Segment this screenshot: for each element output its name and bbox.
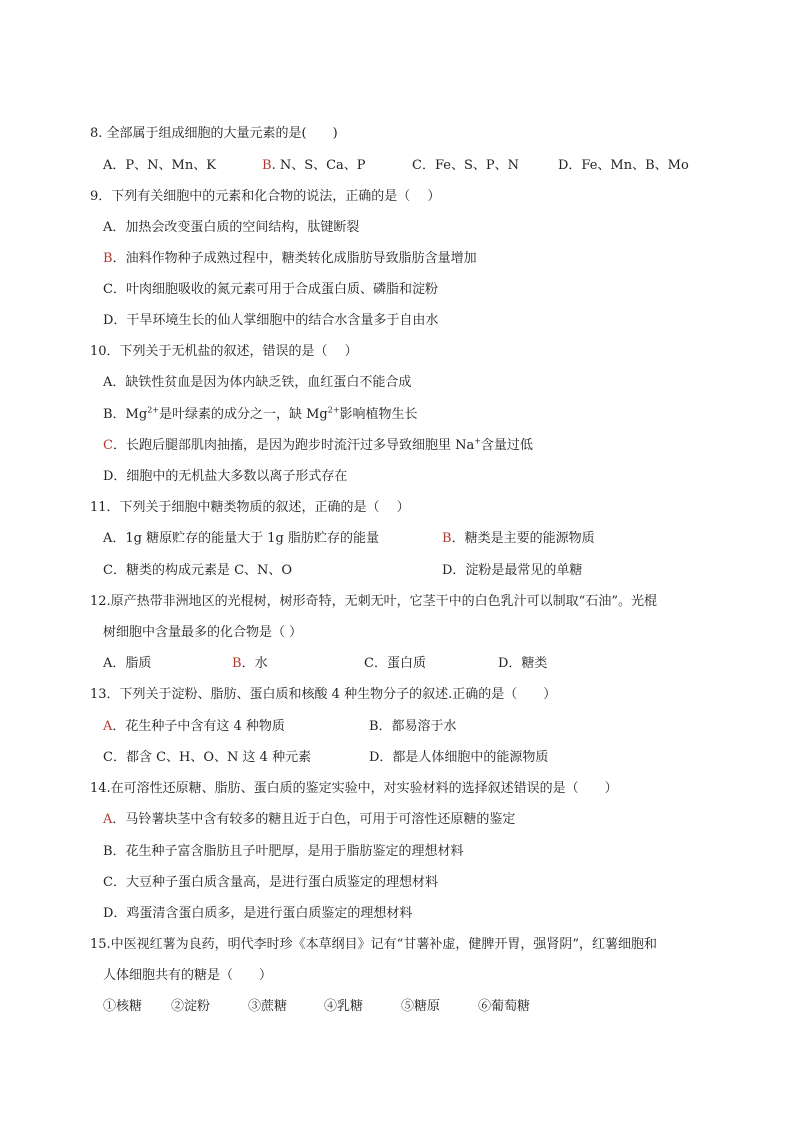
question-9-option-d: D．干旱环境生长的仙人掌细胞中的结合水含量多于自由水 bbox=[103, 313, 439, 328]
option-text: B．Mg bbox=[103, 407, 148, 422]
question-11-option-c: C．糖类的构成元素是 C、N、O bbox=[103, 563, 293, 578]
question-8-option-b bbox=[262, 157, 366, 175]
question-11-stem: 11．下列关于细胞中糖类物质的叙述，正确的是（ ） bbox=[90, 500, 410, 515]
question-9-stem: 9．下列有关细胞中的元素和化合物的说法，正确的是（ ） bbox=[90, 189, 441, 204]
option-text: ．糖类是主要的能源物质 bbox=[451, 531, 595, 546]
question-10-stem: 10．下列关于无机盐的叙述，错误的是（ ） bbox=[90, 344, 358, 359]
option-text: ．长跑后腿部肌肉抽搐，是因为跑步时流汗过多导致细胞里 Na bbox=[112, 438, 475, 453]
option-letter: B bbox=[442, 531, 452, 546]
question-12-stem-continued: 树细胞中含量最多的化合物是（ ） bbox=[103, 625, 303, 640]
option-letter: A bbox=[103, 719, 113, 734]
question-15-stem: 15.中医视红薯为良药，明代李时珍《本草纲目》记有“甘薯补虚，健脾开胃，强肾阴”，红薯细胞和 bbox=[90, 937, 657, 952]
option-text: ．油料作物种子成熟过程中，糖类转化成脂肪导致脂肪含量增加 bbox=[112, 251, 477, 266]
question-13-option-d: D．都是人体细胞中的能源物质 bbox=[369, 750, 549, 765]
question-15-item: ④乳糖 bbox=[324, 999, 364, 1014]
question-14-option-b: B．花生种子富含脂肪且子叶肥厚，是用于脂肪鉴定的理想材料 bbox=[103, 844, 464, 859]
option-text: ．水 bbox=[241, 656, 268, 671]
question-9-option-b bbox=[103, 250, 477, 268]
option-text: . N、S、Ca、P bbox=[271, 158, 366, 173]
superscript: 2+ bbox=[327, 405, 340, 415]
question-15-item: ③蔗糖 bbox=[248, 999, 288, 1014]
question-9-option-a: A．加热会改变蛋白质的空间结构，肽键断裂 bbox=[103, 220, 360, 235]
question-15-item: ⑤糖原 bbox=[401, 999, 441, 1014]
question-9-option-c: C．叶肉细胞吸收的氮元素可用于合成蛋白质、磷脂和淀粉 bbox=[103, 282, 438, 297]
option-text: ．马铃薯块茎中含有较多的糖且近于白色，可用于可溶性还原糖的鉴定 bbox=[112, 812, 516, 827]
question-14-option-d: D．鸡蛋清含蛋白质多，是进行蛋白质鉴定的理想材料 bbox=[103, 906, 413, 921]
question-15-stem-continued: 人体细胞共有的糖是（ ） bbox=[103, 968, 273, 983]
question-10-option-b bbox=[103, 406, 418, 424]
question-12-option-d: D．糖类 bbox=[498, 656, 548, 671]
question-13-option-b: B．都易溶于水 bbox=[369, 719, 457, 734]
question-8-option-d: D．Fe、Mn、B、Mo bbox=[558, 158, 689, 173]
option-text: ．花生种子中含有这 4 种物质 bbox=[112, 719, 285, 734]
question-14-option-c: C．大豆种子蛋白质含量高，是进行蛋白质鉴定的理想材料 bbox=[103, 875, 438, 890]
option-letter: B bbox=[262, 158, 272, 173]
question-8-stem: 8. 全部属于组成细胞的大量元素的是( ) bbox=[90, 126, 338, 141]
option-text: 影响植物生长 bbox=[339, 407, 418, 422]
option-text: 含量过低 bbox=[480, 438, 533, 453]
superscript: + bbox=[474, 436, 481, 446]
question-10-option-a: A．缺铁性贫血是因为体内缺乏铁，血红蛋白不能合成 bbox=[103, 375, 412, 390]
question-11-option-d: D．淀粉是最常见的单糖 bbox=[442, 563, 583, 578]
option-letter: C bbox=[103, 438, 113, 453]
superscript: 2+ bbox=[147, 405, 159, 415]
question-15-item: ①核糖 bbox=[103, 999, 143, 1014]
question-12-stem: 12.原产热带非洲地区的光棍树，树形奇特，无刺无叶，它茎干中的白色乳汁可以制取“石油”。光棍 bbox=[90, 594, 657, 609]
question-13-stem: 13．下列关于淀粉、脂肪、蛋白质和核酸 4 种生物分子的叙述.正确的是（ ） bbox=[90, 687, 557, 702]
question-15-item: ②淀粉 bbox=[171, 999, 211, 1014]
question-12-option-a: A．脂质 bbox=[103, 656, 152, 671]
question-12-option-b bbox=[232, 655, 268, 673]
question-11-option-b bbox=[442, 530, 595, 548]
option-letter: B bbox=[232, 656, 242, 671]
option-text: 是叶绿素的成分之一，缺 Mg bbox=[158, 407, 328, 422]
question-14-stem: 14.在可溶性还原糖、脂肪、蛋白质的鉴定实验中，对实验材料的选择叙述错误的是（ ） bbox=[90, 781, 618, 796]
question-15-item: ⑥葡萄糖 bbox=[478, 999, 531, 1014]
question-10-option-c bbox=[103, 437, 533, 455]
question-8-option-a: A．P、N、Mn、K bbox=[103, 158, 216, 173]
option-letter: A bbox=[103, 812, 113, 827]
question-10-option-d: D．细胞中的无机盐大多数以离子形式存在 bbox=[103, 469, 348, 484]
question-13-option-c: C．都含 C、H、O、N 这 4 种元素 bbox=[103, 750, 312, 765]
question-12-option-c: C．蛋白质 bbox=[364, 656, 426, 671]
question-13-option-a bbox=[103, 718, 285, 736]
option-letter: B bbox=[103, 251, 113, 266]
question-14-option-a bbox=[103, 811, 515, 829]
question-11-option-a: A．1g 糖原贮存的能量大于 1g 脂肪贮存的能量 bbox=[103, 531, 379, 546]
question-8-option-c: C．Fe、S、P、N bbox=[412, 158, 519, 173]
